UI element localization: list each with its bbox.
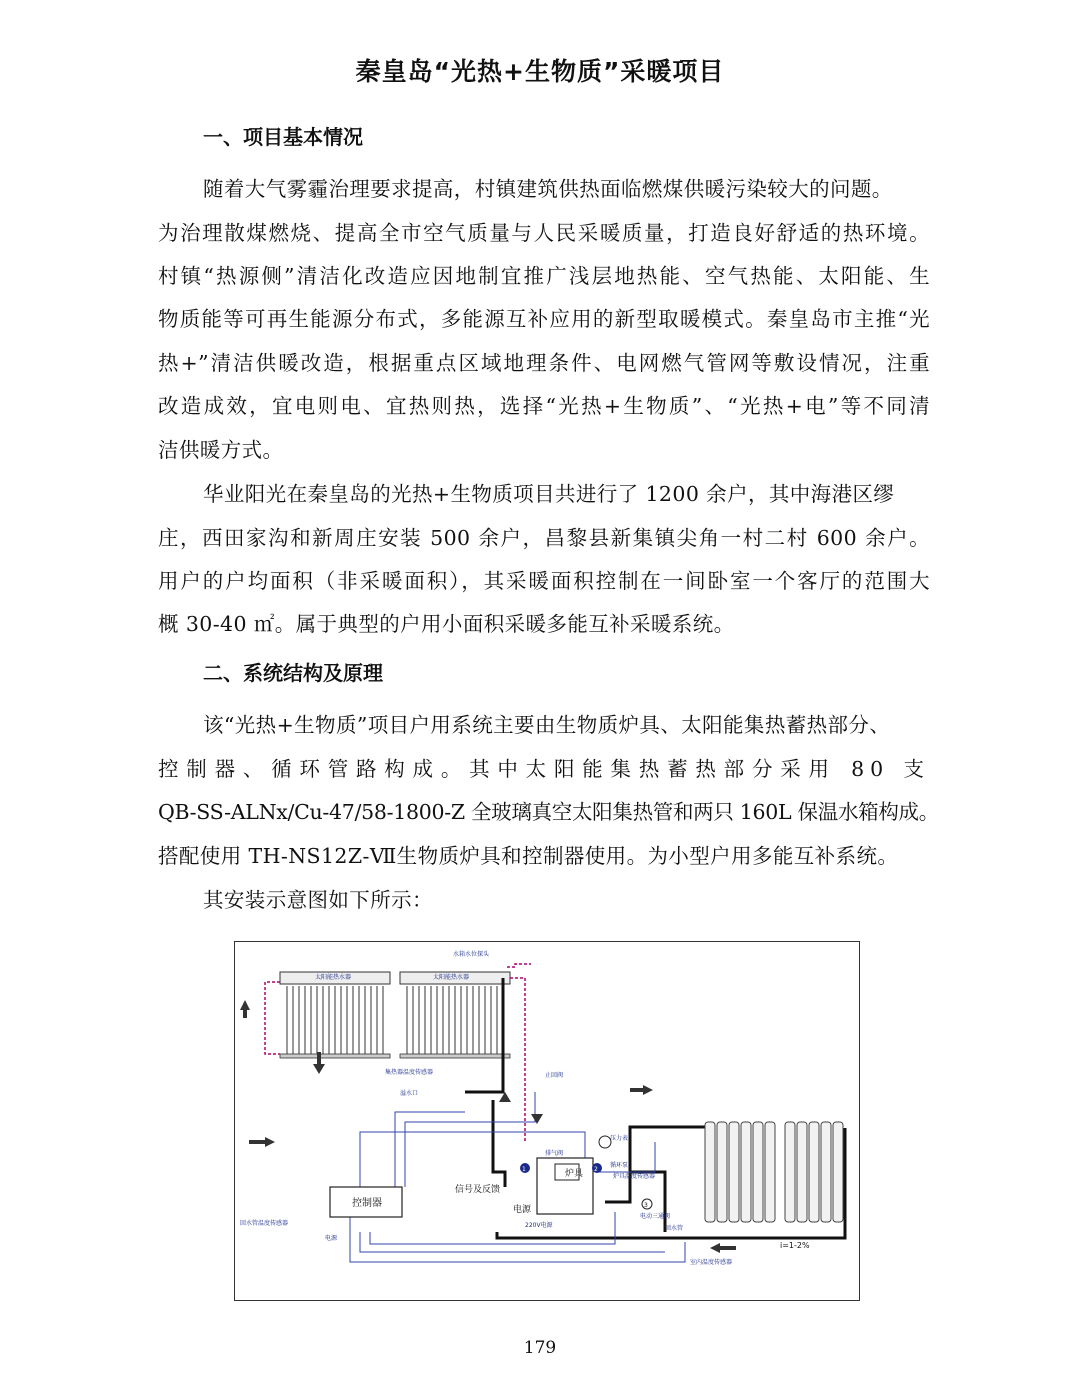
circulation-pump-label: 循环泵 xyxy=(610,1162,629,1169)
pump-2-number: 2 xyxy=(594,1166,598,1173)
collector-temp-sensor-label: 集热器温度传感器 xyxy=(385,1069,434,1076)
paragraph-line: 改造成效，宜电则电、宜热则热，选择“光热+生物质”、“光热+电”等不同清 xyxy=(158,394,930,418)
paragraph-line: 控制器、循环管路构成。其中太阳能集热蓄热部分采用 80 支 xyxy=(158,757,930,781)
paragraph-line: 物质能等可再生能源分布式，多能源互补应用的新型取暖模式。秦皇岛市主推“光 xyxy=(158,307,930,331)
pipe-sensor-label: 回水管温度传感器 xyxy=(240,1220,289,1227)
power-label: 电源 xyxy=(325,1235,338,1242)
slope-label: i=1-2% xyxy=(780,1241,810,1250)
check-valve-label: 止回阀 xyxy=(545,1072,564,1079)
room-temp-sensor-label: 室内温度传感器 xyxy=(690,1259,733,1266)
solar-collector-right xyxy=(400,972,510,1058)
installation-diagram xyxy=(234,941,860,1301)
motor-valve-label: 电动三通阀 xyxy=(640,1213,671,1220)
paragraph-line: 随着大气雾霾治理要求提高，村镇建筑供热面临燃煤供暖污染较大的问题。 xyxy=(203,177,893,201)
paragraph-line: 该“光热+生物质”项目户用系统主要由生物质炉具、太阳能集热蓄热部分、 xyxy=(203,713,891,737)
paragraph-line: 搭配使用 TH-NS12Z-Ⅶ生物质炉具和控制器使用。为小型户用多能互补系统。 xyxy=(158,844,899,868)
page-number: 179 xyxy=(523,1338,557,1358)
valve-number: 3 xyxy=(644,1202,648,1209)
paragraph-line: 村镇“热源侧”清洁化改造应因地制宜推广浅层地热能、空气热能、太阳能、生 xyxy=(158,264,930,288)
paragraph-line: 为治理散煤燃烧、提高全市空气质量与人民采暖质量，打造良好舒适的热环境。 xyxy=(158,221,930,245)
diagram-drawing xyxy=(235,942,861,1302)
paragraph-line: 庄，西田家沟和新周庄安装 500 余户，昌黎县新集镇尖角一村二村 600 余户。 xyxy=(158,526,930,550)
tank-level-sensor-label: 水箱水位探头 xyxy=(453,951,490,958)
paragraph-line: 洁供暖方式。 xyxy=(158,438,284,462)
page-title: 秦皇岛“光热+生物质”采暖项目 xyxy=(355,57,725,86)
stove-label: 炉具 xyxy=(565,1169,584,1179)
collector-right-label: 太阳能热水器 xyxy=(433,974,470,981)
overflow-label: 溢水口 xyxy=(400,1090,419,1097)
paragraph-line: 热+”清洁供暖改造，根据重点区域地理条件、电网燃气管网等敷设情况，注重 xyxy=(158,351,930,375)
power-220-label: 220V电源 xyxy=(525,1222,553,1229)
signal-label: 信号及反馈 xyxy=(455,1185,501,1195)
paragraph-line: QB-SS-ALNx/Cu-47/58-1800-Z 全玻璃真空太阳集热管和两只 160L 保温水箱构成。 xyxy=(158,800,939,824)
exhaust-valve-label: 排气阀 xyxy=(545,1150,564,1157)
paragraph-line: 用户的户均面积（非采暖面积），其采暖面积控制在一间卧室一个客厅的范围大 xyxy=(158,569,930,593)
pressure-gauge-label: 压力表 xyxy=(610,1135,629,1142)
section-2-heading: 二、系统结构及原理 xyxy=(203,661,383,685)
stove-temp-sensor-label: 炉具温度传感器 xyxy=(613,1173,656,1180)
paragraph-line: 华业阳光在秦皇岛的光热+生物质项目共进行了 1200 余户，其中海港区缪 xyxy=(203,482,895,506)
controller-label: 控制器 xyxy=(352,1198,382,1209)
radiator xyxy=(705,1122,843,1222)
section-1-heading: 一、项目基本情况 xyxy=(203,125,363,149)
collector-left-label: 太阳能热水器 xyxy=(315,974,352,981)
solar-collector-left xyxy=(280,972,390,1058)
paragraph-line: 其安装示意图如下所示： xyxy=(203,888,433,912)
power-main-label: 电源 xyxy=(513,1205,532,1215)
return-pipe-label: 回水管 xyxy=(665,1225,684,1232)
pump-1-number: 1 xyxy=(522,1166,526,1173)
paragraph-line: 概 30-40 ㎡。属于典型的户用小面积采暖多能互补采暖系统。 xyxy=(158,612,735,636)
